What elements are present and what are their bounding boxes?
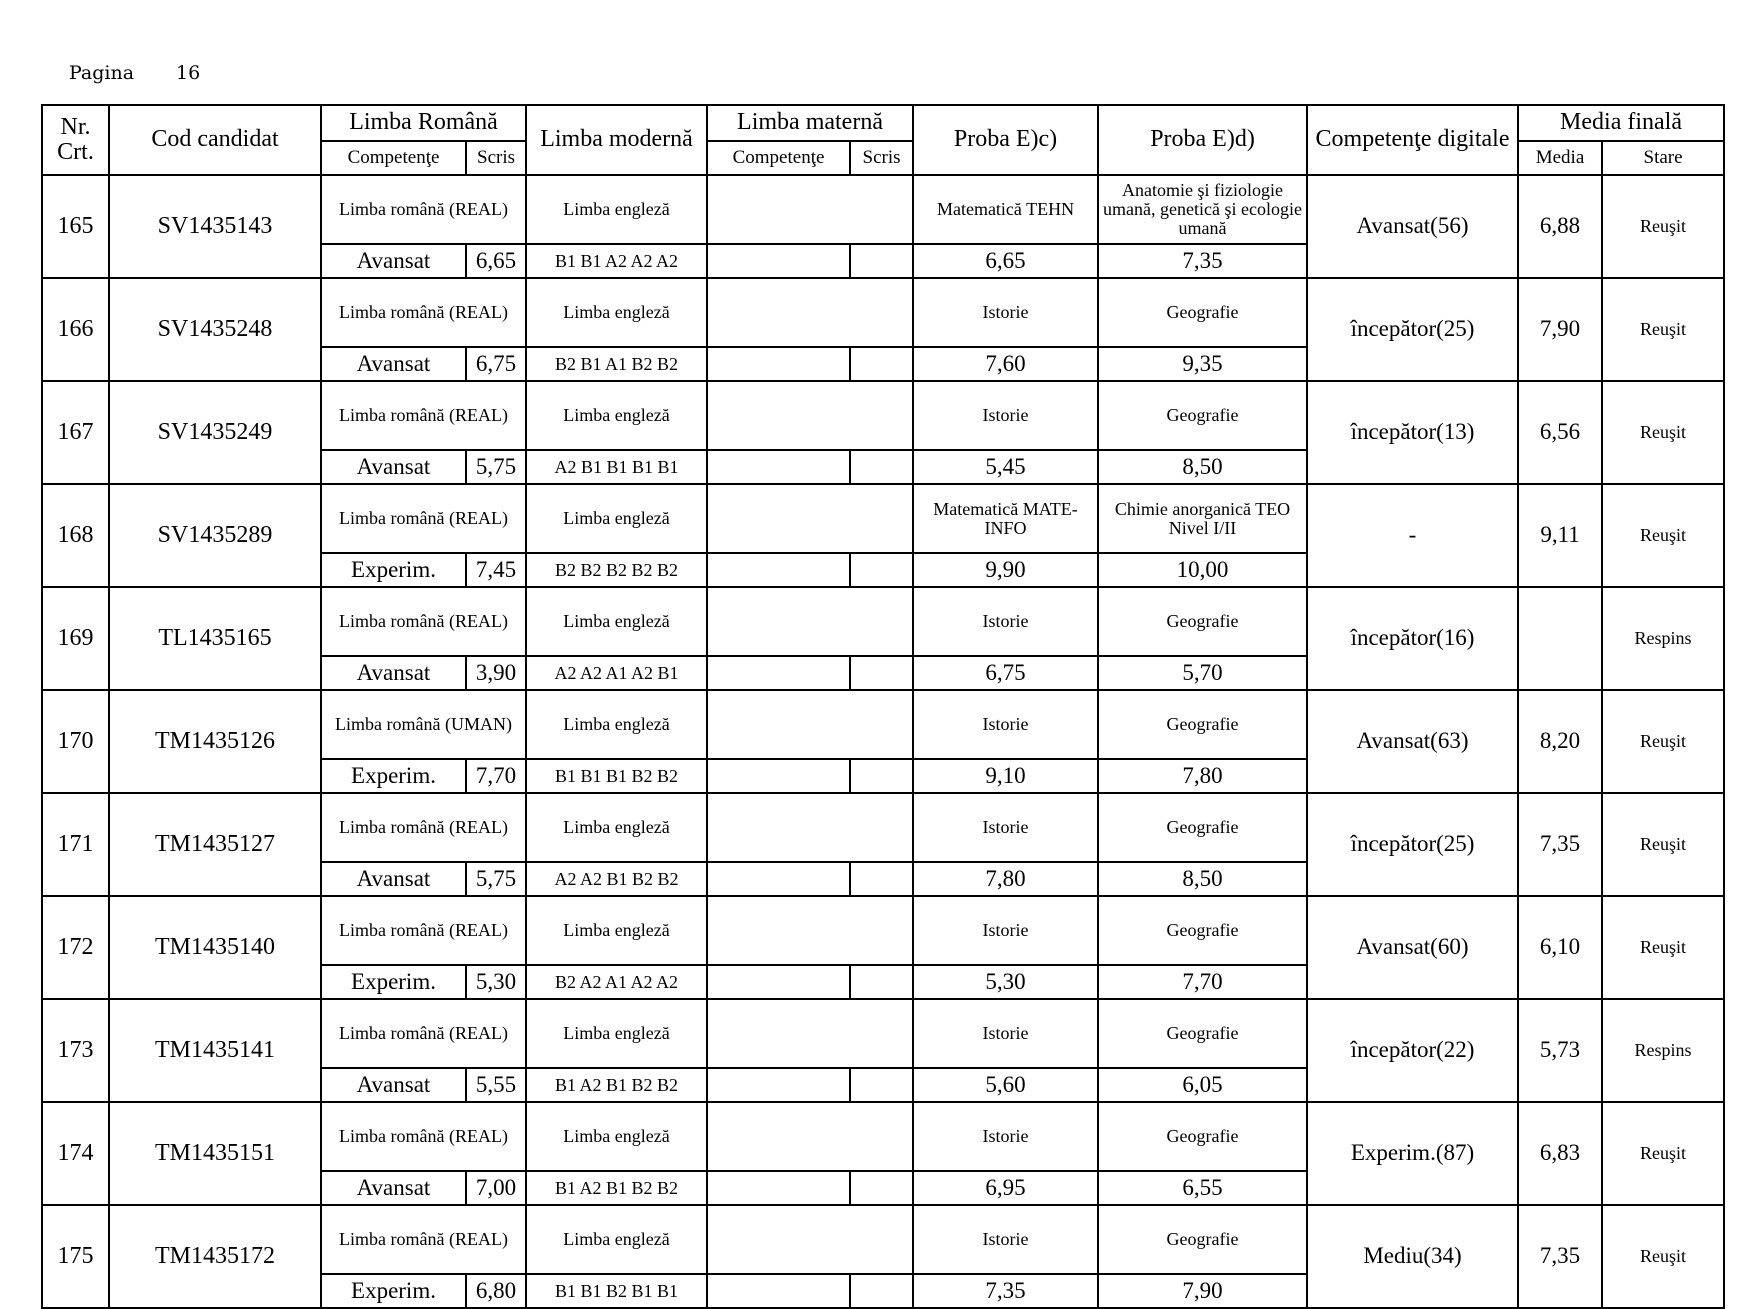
media-finala	[1518, 587, 1602, 690]
mat-scris	[850, 553, 913, 587]
ed-grade: 5,70	[1098, 656, 1307, 690]
ec-subject: Istorie	[913, 690, 1098, 759]
media-finala: 7,35	[1518, 793, 1602, 896]
nr-crt: 165	[42, 175, 109, 278]
mat-subject	[707, 896, 913, 965]
lm-subject: Limba engleză	[526, 793, 707, 862]
lm-levels: B1 B1 B2 B1 B1	[526, 1274, 707, 1308]
ed-subject: Geografie	[1098, 999, 1307, 1068]
ec-grade: 6,95	[913, 1171, 1098, 1205]
ed-grade: 7,80	[1098, 759, 1307, 793]
ec-subject: Istorie	[913, 999, 1098, 1068]
ro-competente: Avansat	[321, 862, 466, 896]
mat-competente	[707, 759, 850, 793]
ro-subject: Limba română (REAL)	[321, 1205, 526, 1274]
competente-digitale: Avansat(56)	[1307, 175, 1518, 278]
candidate-row	[42, 690, 1724, 759]
stare: Respins	[1602, 999, 1724, 1102]
ec-subject: Istorie	[913, 587, 1098, 656]
ro-subject: Limba română (REAL)	[321, 175, 526, 244]
ec-subject: Istorie	[913, 381, 1098, 450]
ro-scris: 5,30	[466, 965, 526, 999]
cod-candidat: TM1435127	[109, 793, 321, 896]
ec-grade: 9,90	[913, 553, 1098, 587]
nr-crt: 166	[42, 278, 109, 381]
ro-subject: Limba română (REAL)	[321, 278, 526, 347]
media-finala: 7,35	[1518, 1205, 1602, 1308]
lm-subject: Limba engleză	[526, 1102, 707, 1171]
mat-subject	[707, 587, 913, 656]
media-finala: 6,88	[1518, 175, 1602, 278]
lm-levels: B2 A2 A1 A2 A2	[526, 965, 707, 999]
ec-subject: Istorie	[913, 278, 1098, 347]
ed-subject: Geografie	[1098, 1102, 1307, 1171]
page-number: 16	[176, 62, 201, 84]
cod-candidat: TM1435151	[109, 1102, 321, 1205]
mat-scris	[850, 965, 913, 999]
ec-subject: Istorie	[913, 896, 1098, 965]
stare: Reuşit	[1602, 381, 1724, 484]
stare: Reuşit	[1602, 484, 1724, 587]
header-limba-materna: Limba maternă	[707, 105, 913, 141]
nr-crt: 174	[42, 1102, 109, 1205]
nr-crt: 170	[42, 690, 109, 793]
lm-levels: B1 A2 B1 B2 B2	[526, 1068, 707, 1102]
ro-scris: 7,00	[466, 1171, 526, 1205]
mat-competente	[707, 1171, 850, 1205]
ro-scris: 6,80	[466, 1274, 526, 1308]
ec-grade: 7,35	[913, 1274, 1098, 1308]
ro-scris: 5,75	[466, 450, 526, 484]
lm-levels: B1 A2 B1 B2 B2	[526, 1171, 707, 1205]
mat-competente	[707, 450, 850, 484]
ed-subject: Geografie	[1098, 896, 1307, 965]
lm-subject: Limba engleză	[526, 1205, 707, 1274]
lm-subject: Limba engleză	[526, 999, 707, 1068]
competente-digitale: începător(22)	[1307, 999, 1518, 1102]
lm-subject: Limba engleză	[526, 484, 707, 553]
ed-subject: Geografie	[1098, 381, 1307, 450]
stare: Reuşit	[1602, 175, 1724, 278]
stare: Reuşit	[1602, 1205, 1724, 1308]
competente-digitale: începător(25)	[1307, 793, 1518, 896]
lm-levels: A2 A2 B1 B2 B2	[526, 862, 707, 896]
ro-scris: 6,75	[466, 347, 526, 381]
lm-levels: B2 B2 B2 B2 B2	[526, 553, 707, 587]
nr-crt: 169	[42, 587, 109, 690]
mat-subject	[707, 175, 913, 244]
cod-candidat: SV1435143	[109, 175, 321, 278]
stare: Reuşit	[1602, 1102, 1724, 1205]
header-cod-candidat: Cod candidat	[109, 105, 321, 175]
ro-competente: Experim.	[321, 1274, 466, 1308]
ro-competente: Avansat	[321, 347, 466, 381]
candidate-row	[42, 999, 1724, 1068]
results-table	[41, 104, 1725, 1309]
competente-digitale: începător(25)	[1307, 278, 1518, 381]
competente-digitale: -	[1307, 484, 1518, 587]
cod-candidat: TM1435141	[109, 999, 321, 1102]
header-ro-scris: Scris	[466, 141, 526, 175]
mat-competente	[707, 1274, 850, 1308]
mat-subject	[707, 690, 913, 759]
header-ro-competente: Competenţe	[321, 141, 466, 175]
ec-subject: Istorie	[913, 793, 1098, 862]
mat-scris	[850, 1274, 913, 1308]
ed-subject: Geografie	[1098, 587, 1307, 656]
media-finala: 6,10	[1518, 896, 1602, 999]
ed-grade: 8,50	[1098, 450, 1307, 484]
ed-subject: Anatomie şi fiziologie umană, genetică şi ecologie umană	[1098, 175, 1307, 244]
nr-crt: 167	[42, 381, 109, 484]
lm-subject: Limba engleză	[526, 690, 707, 759]
nr-crt: 172	[42, 896, 109, 999]
ro-scris: 7,70	[466, 759, 526, 793]
ro-competente: Avansat	[321, 1068, 466, 1102]
ed-grade: 7,70	[1098, 965, 1307, 999]
competente-digitale: Avansat(63)	[1307, 690, 1518, 793]
ro-subject: Limba română (REAL)	[321, 1102, 526, 1171]
candidate-row	[42, 1102, 1724, 1171]
cod-candidat: SV1435249	[109, 381, 321, 484]
candidate-row	[42, 175, 1724, 244]
mat-scris	[850, 1171, 913, 1205]
stare: Reuşit	[1602, 690, 1724, 793]
candidate-row	[42, 587, 1724, 656]
ro-subject: Limba română (UMAN)	[321, 690, 526, 759]
ro-competente: Avansat	[321, 656, 466, 690]
lm-subject: Limba engleză	[526, 175, 707, 244]
ed-grade: 7,90	[1098, 1274, 1307, 1308]
ed-grade: 6,55	[1098, 1171, 1307, 1205]
lm-levels: B1 B1 B1 B2 B2	[526, 759, 707, 793]
ed-grade: 9,35	[1098, 347, 1307, 381]
nr-crt: 175	[42, 1205, 109, 1308]
mat-subject	[707, 793, 913, 862]
header-competente-digitale: Competenţe digitale	[1307, 105, 1518, 175]
media-finala: 7,90	[1518, 278, 1602, 381]
ec-grade: 6,65	[913, 244, 1098, 278]
competente-digitale: Avansat(60)	[1307, 896, 1518, 999]
stare: Reuşit	[1602, 278, 1724, 381]
cod-candidat: TM1435172	[109, 1205, 321, 1308]
header-mat-competente: Competenţe	[707, 141, 850, 175]
media-finala: 6,56	[1518, 381, 1602, 484]
ed-subject: Chimie anorganică TEO Nivel I/II	[1098, 484, 1307, 553]
ec-grade: 5,45	[913, 450, 1098, 484]
ed-subject: Geografie	[1098, 690, 1307, 759]
ec-subject: Matematică MATE-INFO	[913, 484, 1098, 553]
mat-subject	[707, 484, 913, 553]
lm-levels: B2 B1 A1 B2 B2	[526, 347, 707, 381]
header-limba-romana: Limba Română	[321, 105, 526, 141]
header-proba-ec: Proba E)c)	[913, 105, 1098, 175]
ed-subject: Geografie	[1098, 278, 1307, 347]
header-media-finala: Media finală	[1518, 105, 1724, 141]
ed-grade: 10,00	[1098, 553, 1307, 587]
mat-scris	[850, 450, 913, 484]
mat-subject	[707, 278, 913, 347]
cod-candidat: SV1435248	[109, 278, 321, 381]
ro-competente: Experim.	[321, 965, 466, 999]
mat-competente	[707, 347, 850, 381]
ro-scris: 7,45	[466, 553, 526, 587]
ec-subject: Matematică TEHN	[913, 175, 1098, 244]
ec-grade: 7,60	[913, 347, 1098, 381]
competente-digitale: începător(16)	[1307, 587, 1518, 690]
candidate-row	[42, 896, 1724, 965]
cod-candidat: TM1435140	[109, 896, 321, 999]
ro-competente: Experim.	[321, 553, 466, 587]
ed-grade: 7,35	[1098, 244, 1307, 278]
mat-scris	[850, 244, 913, 278]
header-media: Media	[1518, 141, 1602, 175]
mat-competente	[707, 965, 850, 999]
ro-competente: Experim.	[321, 759, 466, 793]
ec-grade: 5,30	[913, 965, 1098, 999]
media-finala: 8,20	[1518, 690, 1602, 793]
lm-subject: Limba engleză	[526, 278, 707, 347]
ro-scris: 5,55	[466, 1068, 526, 1102]
mat-scris	[850, 759, 913, 793]
candidate-row	[42, 793, 1724, 862]
nr-crt: 173	[42, 999, 109, 1102]
lm-subject: Limba engleză	[526, 587, 707, 656]
mat-competente	[707, 862, 850, 896]
header-stare: Stare	[1602, 141, 1724, 175]
ro-scris: 3,90	[466, 656, 526, 690]
header-mat-scris: Scris	[850, 141, 913, 175]
cod-candidat: TL1435165	[109, 587, 321, 690]
mat-scris	[850, 347, 913, 381]
mat-competente	[707, 244, 850, 278]
ro-scris: 5,75	[466, 862, 526, 896]
media-finala: 9,11	[1518, 484, 1602, 587]
ec-grade: 5,60	[913, 1068, 1098, 1102]
mat-scris	[850, 656, 913, 690]
mat-competente	[707, 656, 850, 690]
stare: Reuşit	[1602, 896, 1724, 999]
ro-competente: Avansat	[321, 244, 466, 278]
ec-grade: 6,75	[913, 656, 1098, 690]
header-proba-ed: Proba E)d)	[1098, 105, 1307, 175]
ed-grade: 8,50	[1098, 862, 1307, 896]
candidate-row	[42, 484, 1724, 553]
ro-scris: 6,65	[466, 244, 526, 278]
ro-subject: Limba română (REAL)	[321, 484, 526, 553]
nr-crt: 168	[42, 484, 109, 587]
competente-digitale: începător(13)	[1307, 381, 1518, 484]
page-label: Pagina	[69, 62, 135, 84]
competente-digitale: Experim.(87)	[1307, 1102, 1518, 1205]
mat-subject	[707, 1102, 913, 1171]
ed-subject: Geografie	[1098, 1205, 1307, 1274]
lm-levels: B1 B1 A2 A2 A2	[526, 244, 707, 278]
ro-subject: Limba română (REAL)	[321, 381, 526, 450]
ed-grade: 6,05	[1098, 1068, 1307, 1102]
stare: Reuşit	[1602, 793, 1724, 896]
lm-levels: A2 A2 A1 A2 B1	[526, 656, 707, 690]
ro-subject: Limba română (REAL)	[321, 999, 526, 1068]
ec-grade: 7,80	[913, 862, 1098, 896]
candidate-row	[42, 381, 1724, 450]
ec-subject: Istorie	[913, 1205, 1098, 1274]
mat-competente	[707, 553, 850, 587]
lm-subject: Limba engleză	[526, 381, 707, 450]
media-finala: 5,73	[1518, 999, 1602, 1102]
ro-competente: Avansat	[321, 450, 466, 484]
cod-candidat: TM1435126	[109, 690, 321, 793]
mat-scris	[850, 862, 913, 896]
media-finala: 6,83	[1518, 1102, 1602, 1205]
nr-crt: 171	[42, 793, 109, 896]
mat-competente	[707, 1068, 850, 1102]
candidate-row	[42, 278, 1724, 347]
mat-subject	[707, 381, 913, 450]
page-header	[69, 62, 200, 84]
lm-subject: Limba engleză	[526, 896, 707, 965]
ro-competente: Avansat	[321, 1171, 466, 1205]
mat-scris	[850, 1068, 913, 1102]
mat-subject	[707, 999, 913, 1068]
header-nr-crt: Nr. Crt.	[42, 105, 109, 175]
header-limba-moderna: Limba modernă	[526, 105, 707, 175]
competente-digitale: Mediu(34)	[1307, 1205, 1518, 1308]
ro-subject: Limba română (REAL)	[321, 587, 526, 656]
ec-grade: 9,10	[913, 759, 1098, 793]
stare: Respins	[1602, 587, 1724, 690]
ro-subject: Limba română (REAL)	[321, 896, 526, 965]
ed-subject: Geografie	[1098, 793, 1307, 862]
cod-candidat: SV1435289	[109, 484, 321, 587]
ro-subject: Limba română (REAL)	[321, 793, 526, 862]
lm-levels: A2 B1 B1 B1 B1	[526, 450, 707, 484]
ec-subject: Istorie	[913, 1102, 1098, 1171]
